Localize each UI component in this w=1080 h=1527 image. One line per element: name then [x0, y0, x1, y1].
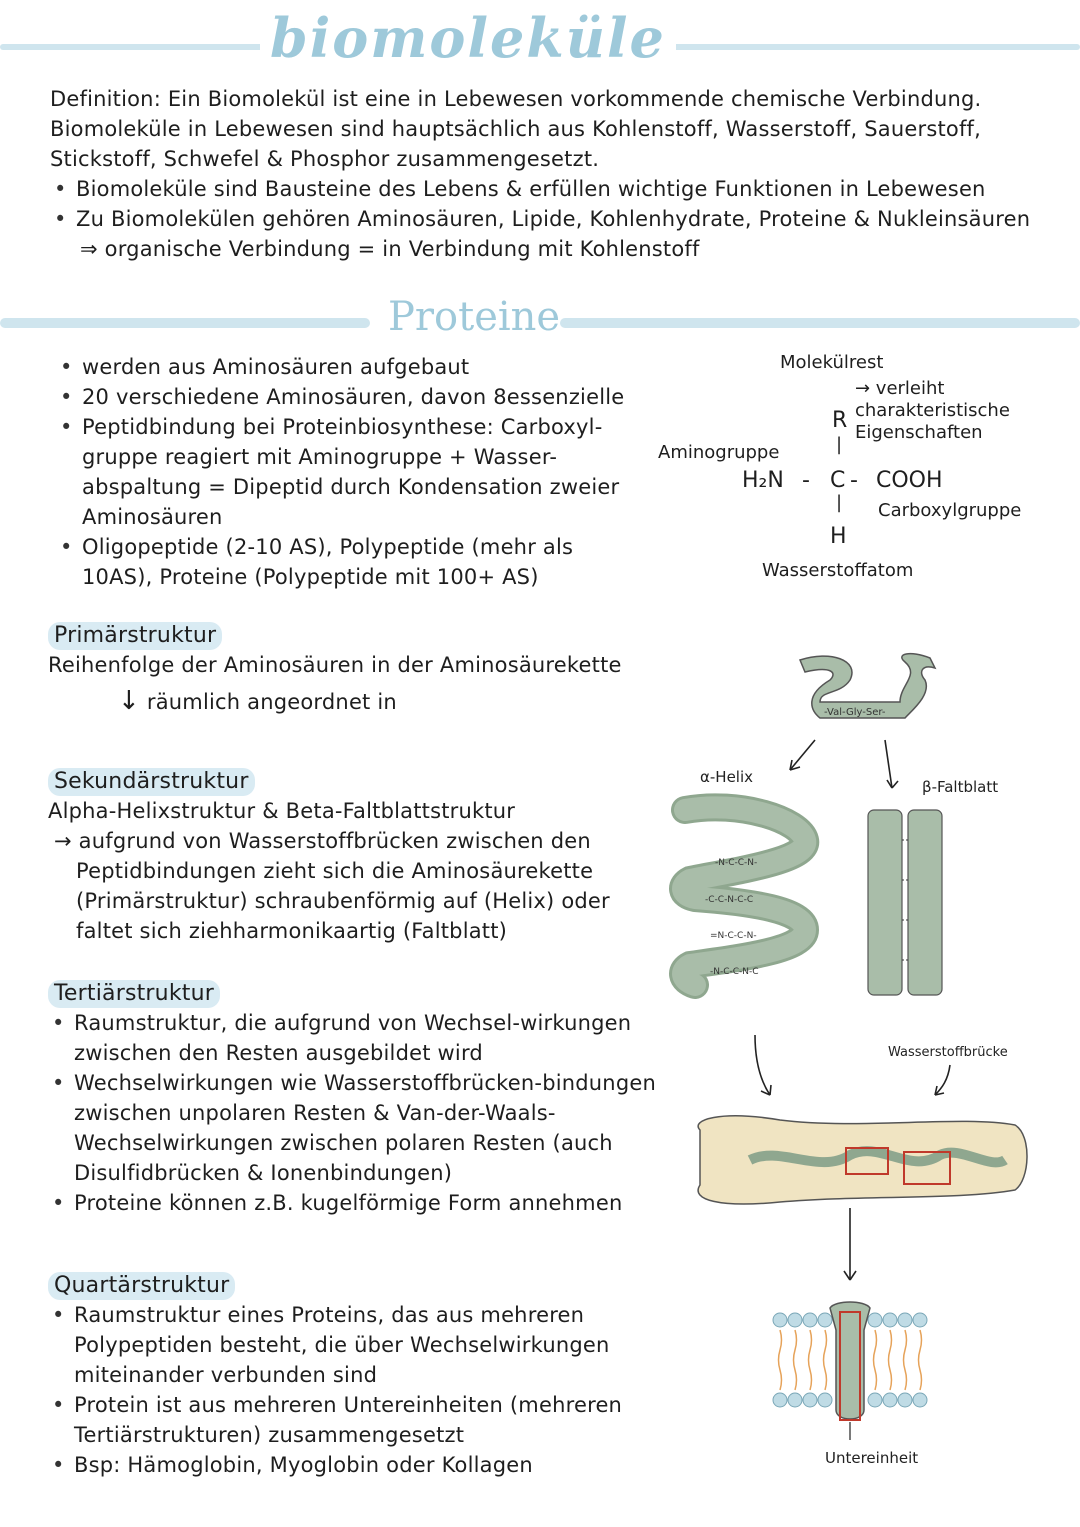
- quartaer-bullet: • Raumstruktur eines Proteins, das aus mehreren Polypeptiden besteht, die über Wechselwirkungen miteinander verbunden sind: [74, 1300, 668, 1390]
- down-arrow-icon: ↓: [118, 686, 140, 716]
- sekundaer-line2: → aufgrund von Wasserstoffbrücken zwischen den Peptidbindungen zieht sich die Aminosäurekette (Primärstruktur) schraubenförmig auf (Helix) oder faltet sich ziehharmonikaartig (Faltblatt): [54, 829, 610, 943]
- protein-structure-illustrations: [660, 640, 1060, 1510]
- helix-bond-text: =N-C-C-N-: [710, 931, 757, 941]
- section-rule-right: [560, 318, 1080, 328]
- bond-vertical-bottom: |: [836, 492, 843, 513]
- proteine-bullet: • Oligopeptide (2-10 AS), Polypeptide (mehr als 10AS), Proteine (Polypeptide mit 100+ AS): [82, 532, 636, 592]
- channel-protein: [830, 1302, 870, 1419]
- lipid-head: [913, 1313, 927, 1327]
- lipid-head: [818, 1393, 832, 1407]
- helix-bond-text: -C-C-N-C-C: [705, 895, 754, 905]
- tertiaer-bullet: • Proteine können z.B. kugelförmige Form annehmen: [74, 1188, 658, 1218]
- quartaer-bullet: • Bsp: Hämoglobin, Myoglobin oder Kollagen: [74, 1450, 668, 1480]
- proteine-bullet: • 20 verschiedene Aminosäuren, davon 8essenzielle: [82, 382, 636, 412]
- tertiaer-bullet: • Raumstruktur, die aufgrund von Wechsel-wirkungen zwischen den Resten ausgebildet wird: [74, 1008, 658, 1068]
- primaer-section: [48, 620, 688, 717]
- proteine-bullets: [56, 352, 636, 592]
- intro-arrow-line: ⇒ organische Verbindung = in Verbindung mit Kohlenstoff: [80, 237, 700, 261]
- primary-chain-ribbon: [800, 654, 935, 718]
- intro-bullet: • Zu Biomolekülen gehören Aminosäuren, Lipide, Kohlenhydrate, Proteine & Nukleinsäuren: [76, 204, 1035, 234]
- tertiary-structure-drawing: [698, 1116, 1027, 1204]
- heading-sekundaer: Sekundärstruktur: [48, 768, 255, 796]
- sheet-strand: [908, 810, 942, 995]
- heading-quartaer: Quartärstruktur: [48, 1272, 235, 1300]
- lipid-head: [803, 1313, 817, 1327]
- atom-cooh: COOH: [876, 468, 943, 493]
- arrow-to-tertiary: [755, 1035, 770, 1095]
- section-rule-left: [0, 318, 370, 328]
- intro-section: [50, 84, 1035, 264]
- alpha-helix-drawing: [683, 807, 805, 985]
- lipid-head: [773, 1393, 787, 1407]
- helix-bond-text: -N-C-C-N-: [715, 858, 758, 868]
- tertiaer-bullet: • Wechselwirkungen wie Wasserstoffbrücken-bindungen zwischen unpolaren Resten & Van-der-Waals-Wechselwirkungen zwischen polaren Resten (auch Disulfidbrücken & Ionenbindungen): [74, 1068, 658, 1188]
- lipid-tail: [919, 1330, 922, 1390]
- lipid-head: [898, 1393, 912, 1407]
- label-verleiht: → verleiht charakteristische Eigenschaften: [855, 378, 1010, 443]
- heading-primaer: Primärstruktur: [48, 622, 222, 650]
- label-carboxylgruppe: Carboxylgruppe: [878, 500, 1022, 521]
- sheet-strand: [868, 810, 902, 995]
- beta-sheet-drawing: [868, 810, 942, 995]
- sekundaer-section: [48, 766, 648, 946]
- arrow-to-helix: [790, 740, 815, 770]
- lipid-head: [773, 1313, 787, 1327]
- amino-acid-diagram: [650, 350, 1070, 590]
- bond-left: -: [802, 468, 810, 493]
- primaer-text: Reihenfolge der Aminosäuren in der Aminosäurekette: [48, 653, 622, 677]
- label-beta-faltblatt: β-Faltblatt: [922, 778, 999, 796]
- label-alpha-helix: α-Helix: [700, 768, 754, 786]
- lipid-head: [788, 1393, 802, 1407]
- atom-c: C: [830, 468, 846, 493]
- page-title: biomoleküle: [260, 6, 676, 70]
- helix-bond-text: -N-C-C-N-C: [710, 967, 759, 977]
- lipid-tail: [794, 1330, 797, 1390]
- lipid-head: [898, 1313, 912, 1327]
- quartaer-bullet: • Protein ist aus mehreren Untereinheiten (mehreren Tertiärstrukturen) zusammengesetzt: [74, 1390, 668, 1450]
- lipid-tail: [904, 1330, 907, 1390]
- label-molekuelrest: Molekülrest: [780, 352, 884, 373]
- arrow-to-faltblatt: [885, 740, 892, 788]
- primary-chain-label: -Val-Gly-Ser-: [824, 707, 886, 718]
- atom-h2n: H₂N: [742, 468, 784, 493]
- arrow-head: [887, 780, 898, 788]
- atom-h: H: [830, 524, 847, 549]
- lipid-head: [818, 1313, 832, 1327]
- label-aminogruppe: Aminogruppe: [658, 442, 780, 463]
- lipid-tail: [874, 1330, 877, 1390]
- label-wasserstoffatom: Wasserstoffatom: [762, 560, 914, 581]
- lipid-head: [868, 1313, 882, 1327]
- lipid-head: [788, 1313, 802, 1327]
- lipid-tail: [824, 1330, 827, 1390]
- intro-bullet: • Biomoleküle sind Bausteine des Lebens & erfüllen wichtige Funktionen in Lebewesen: [76, 174, 1035, 204]
- label-wasserstoffbruecke: Wasserstoffbrücke: [888, 1045, 1008, 1060]
- proteine-bullet: • Peptidbindung bei Proteinbiosynthese: Carboxyl-gruppe reagiert mit Aminogruppe + Wasser-abspaltung = Dipeptid durch Kondensation zweier Aminosäuren: [82, 412, 636, 532]
- arrow-to-tertiary-2: [935, 1065, 950, 1095]
- quaternary-structure-drawing: [773, 1302, 927, 1467]
- definition-text: Definition: Ein Biomolekül ist eine in Lebewesen vorkommende chemische Verbindung. Biomoleküle in Lebewesen sind hauptsächlich aus Kohlenstoff, Wasserstoff, Sauerstoff, Stickstoff, Schwefel & Phosphor zusammengesetzt.: [50, 87, 982, 171]
- lipid-head: [883, 1313, 897, 1327]
- bond-vertical-top: |: [836, 434, 843, 455]
- label-untereinheit: Untereinheit: [825, 1449, 919, 1467]
- atom-r: R: [832, 408, 848, 433]
- lipid-head: [883, 1393, 897, 1407]
- quartaer-section: [48, 1270, 668, 1480]
- sekundaer-line1: Alpha-Helixstruktur & Beta-Faltblattstruktur: [48, 799, 516, 823]
- proteine-bullet: • werden aus Aminosäuren aufgebaut: [82, 352, 636, 382]
- lipid-head: [913, 1393, 927, 1407]
- section-title-proteine: Proteine: [388, 294, 561, 340]
- lipid-tail: [809, 1330, 812, 1390]
- lipid-head: [868, 1393, 882, 1407]
- primaer-arrow-text: räumlich angeordnet in: [146, 690, 397, 714]
- bond-right: -: [850, 468, 858, 493]
- lipid-tail: [779, 1330, 782, 1390]
- tertiaer-section: [48, 978, 658, 1218]
- heading-tertiaer: Tertiärstruktur: [48, 980, 220, 1008]
- lipid-head: [803, 1393, 817, 1407]
- lipid-tail: [889, 1330, 892, 1390]
